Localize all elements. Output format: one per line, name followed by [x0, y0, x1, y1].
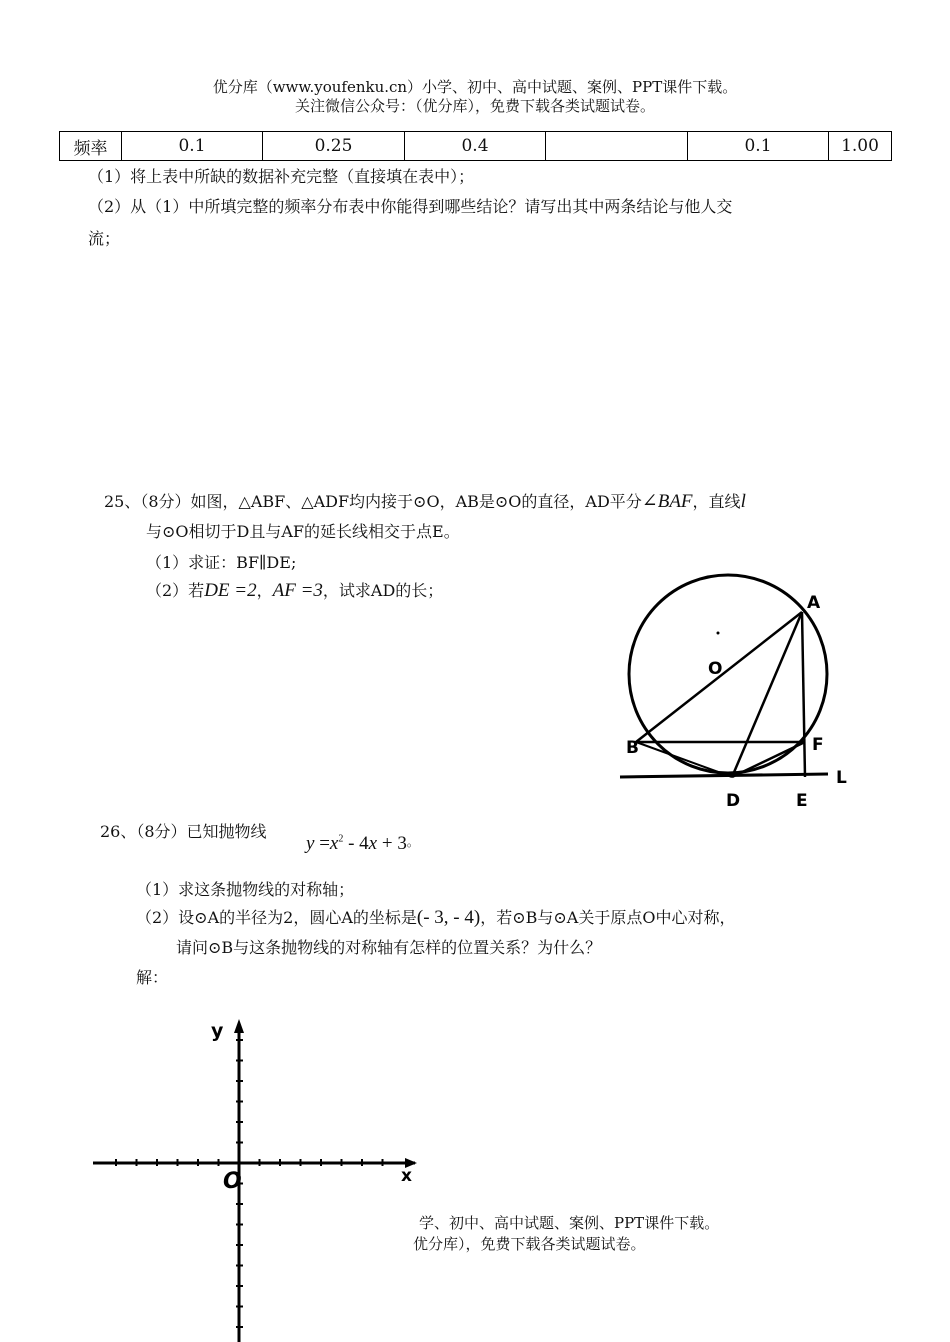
y-axis-arrow	[234, 1019, 244, 1033]
label-l: L	[836, 768, 847, 788]
frequency-table	[59, 131, 892, 161]
q25-intro-b: ，直线	[692, 492, 741, 511]
q26-line1: 26、（8分）已知抛物线	[100, 822, 267, 841]
label-b: B	[626, 738, 639, 758]
label-origin: O	[223, 1169, 242, 1194]
math-af: AF =3	[272, 580, 323, 601]
footer-line-1: 学、初中、高中试题、案例、PPT课件下载。	[419, 1214, 720, 1232]
q26-part1: （1）求这条抛物线的对称轴；	[136, 880, 355, 899]
q24-part2-cont: 流；	[88, 229, 121, 248]
segment-bd	[636, 742, 732, 777]
table-row	[60, 132, 892, 161]
q24-part2: （2）从（1）中所填完整的频率分布表中你能得到哪些结论？请写出其中两条结论与他人交	[88, 197, 733, 216]
coordinate-axes	[85, 1005, 425, 1342]
label-f: F	[812, 735, 824, 755]
table-cell: 0.1	[122, 132, 263, 161]
center-dot	[717, 632, 720, 635]
label-e: E	[796, 791, 808, 811]
q24-part1: （1）将上表中所缺的数据补充完整（直接填在表中）；	[88, 167, 475, 186]
q26-part2: （2）设⊙A的半径为2，圆心A的坐标是(- 3, - 4)，若⊙B与⊙A关于原点O中心对称，	[136, 907, 736, 928]
footer-line-2: 优分库），免费下载各类试题试卷。	[413, 1235, 646, 1253]
table-cell-label: 频率	[60, 132, 122, 161]
q25-line2: 与⊙O相切于D且与AF的延长线相交于点E。	[146, 522, 460, 541]
circle-o	[629, 575, 827, 773]
table-cell: 0.4	[405, 132, 546, 161]
label-d: D	[726, 791, 741, 811]
label-y: y	[211, 1020, 224, 1042]
label-o: O	[708, 659, 723, 679]
table-cell-blank[interactable]	[546, 132, 688, 161]
q25-intro: 25、（8分）如图，△ABF、△ADF均内接于⊙O，AB是⊙O的直径，AD平分	[104, 492, 642, 511]
header-line-1: 优分库（www.youfenku.cn）小学、初中、高中试题、案例、PPT课件下载。	[212, 78, 738, 96]
label-x: x	[401, 1166, 412, 1186]
label-a: A	[807, 593, 821, 613]
segment-ad	[732, 612, 802, 777]
circle-figure	[610, 570, 870, 815]
table-cell: 0.1	[688, 132, 829, 161]
parabola-equation: $y =x^2 - 4x + 3^。$	[306, 833, 419, 854]
answer-label: 解：	[136, 968, 169, 987]
q25-part1: （1）求证：BF∥DE;	[146, 553, 297, 572]
table-cell-total: 1.00	[829, 132, 892, 161]
q26-part2-cont: 请问⊙B与这条抛物线的对称轴有怎样的位置关系？为什么？	[176, 938, 602, 957]
segment-ae	[802, 612, 805, 777]
table-cell: 0.25	[263, 132, 405, 161]
segment-df	[732, 742, 805, 777]
line-l: l	[740, 491, 746, 512]
angle-baf: ∠BAF	[641, 491, 693, 512]
header-line-2: 关注微信公众号：（优分库），免费下载各类试题试卷。	[294, 97, 655, 115]
q25-part2: （2）若DE =2，AF =3，试求AD的长；	[146, 580, 444, 601]
coord-a: (- 3, - 4)	[416, 907, 481, 928]
math-de: DE =2	[204, 580, 257, 601]
q25-line1	[104, 491, 746, 513]
